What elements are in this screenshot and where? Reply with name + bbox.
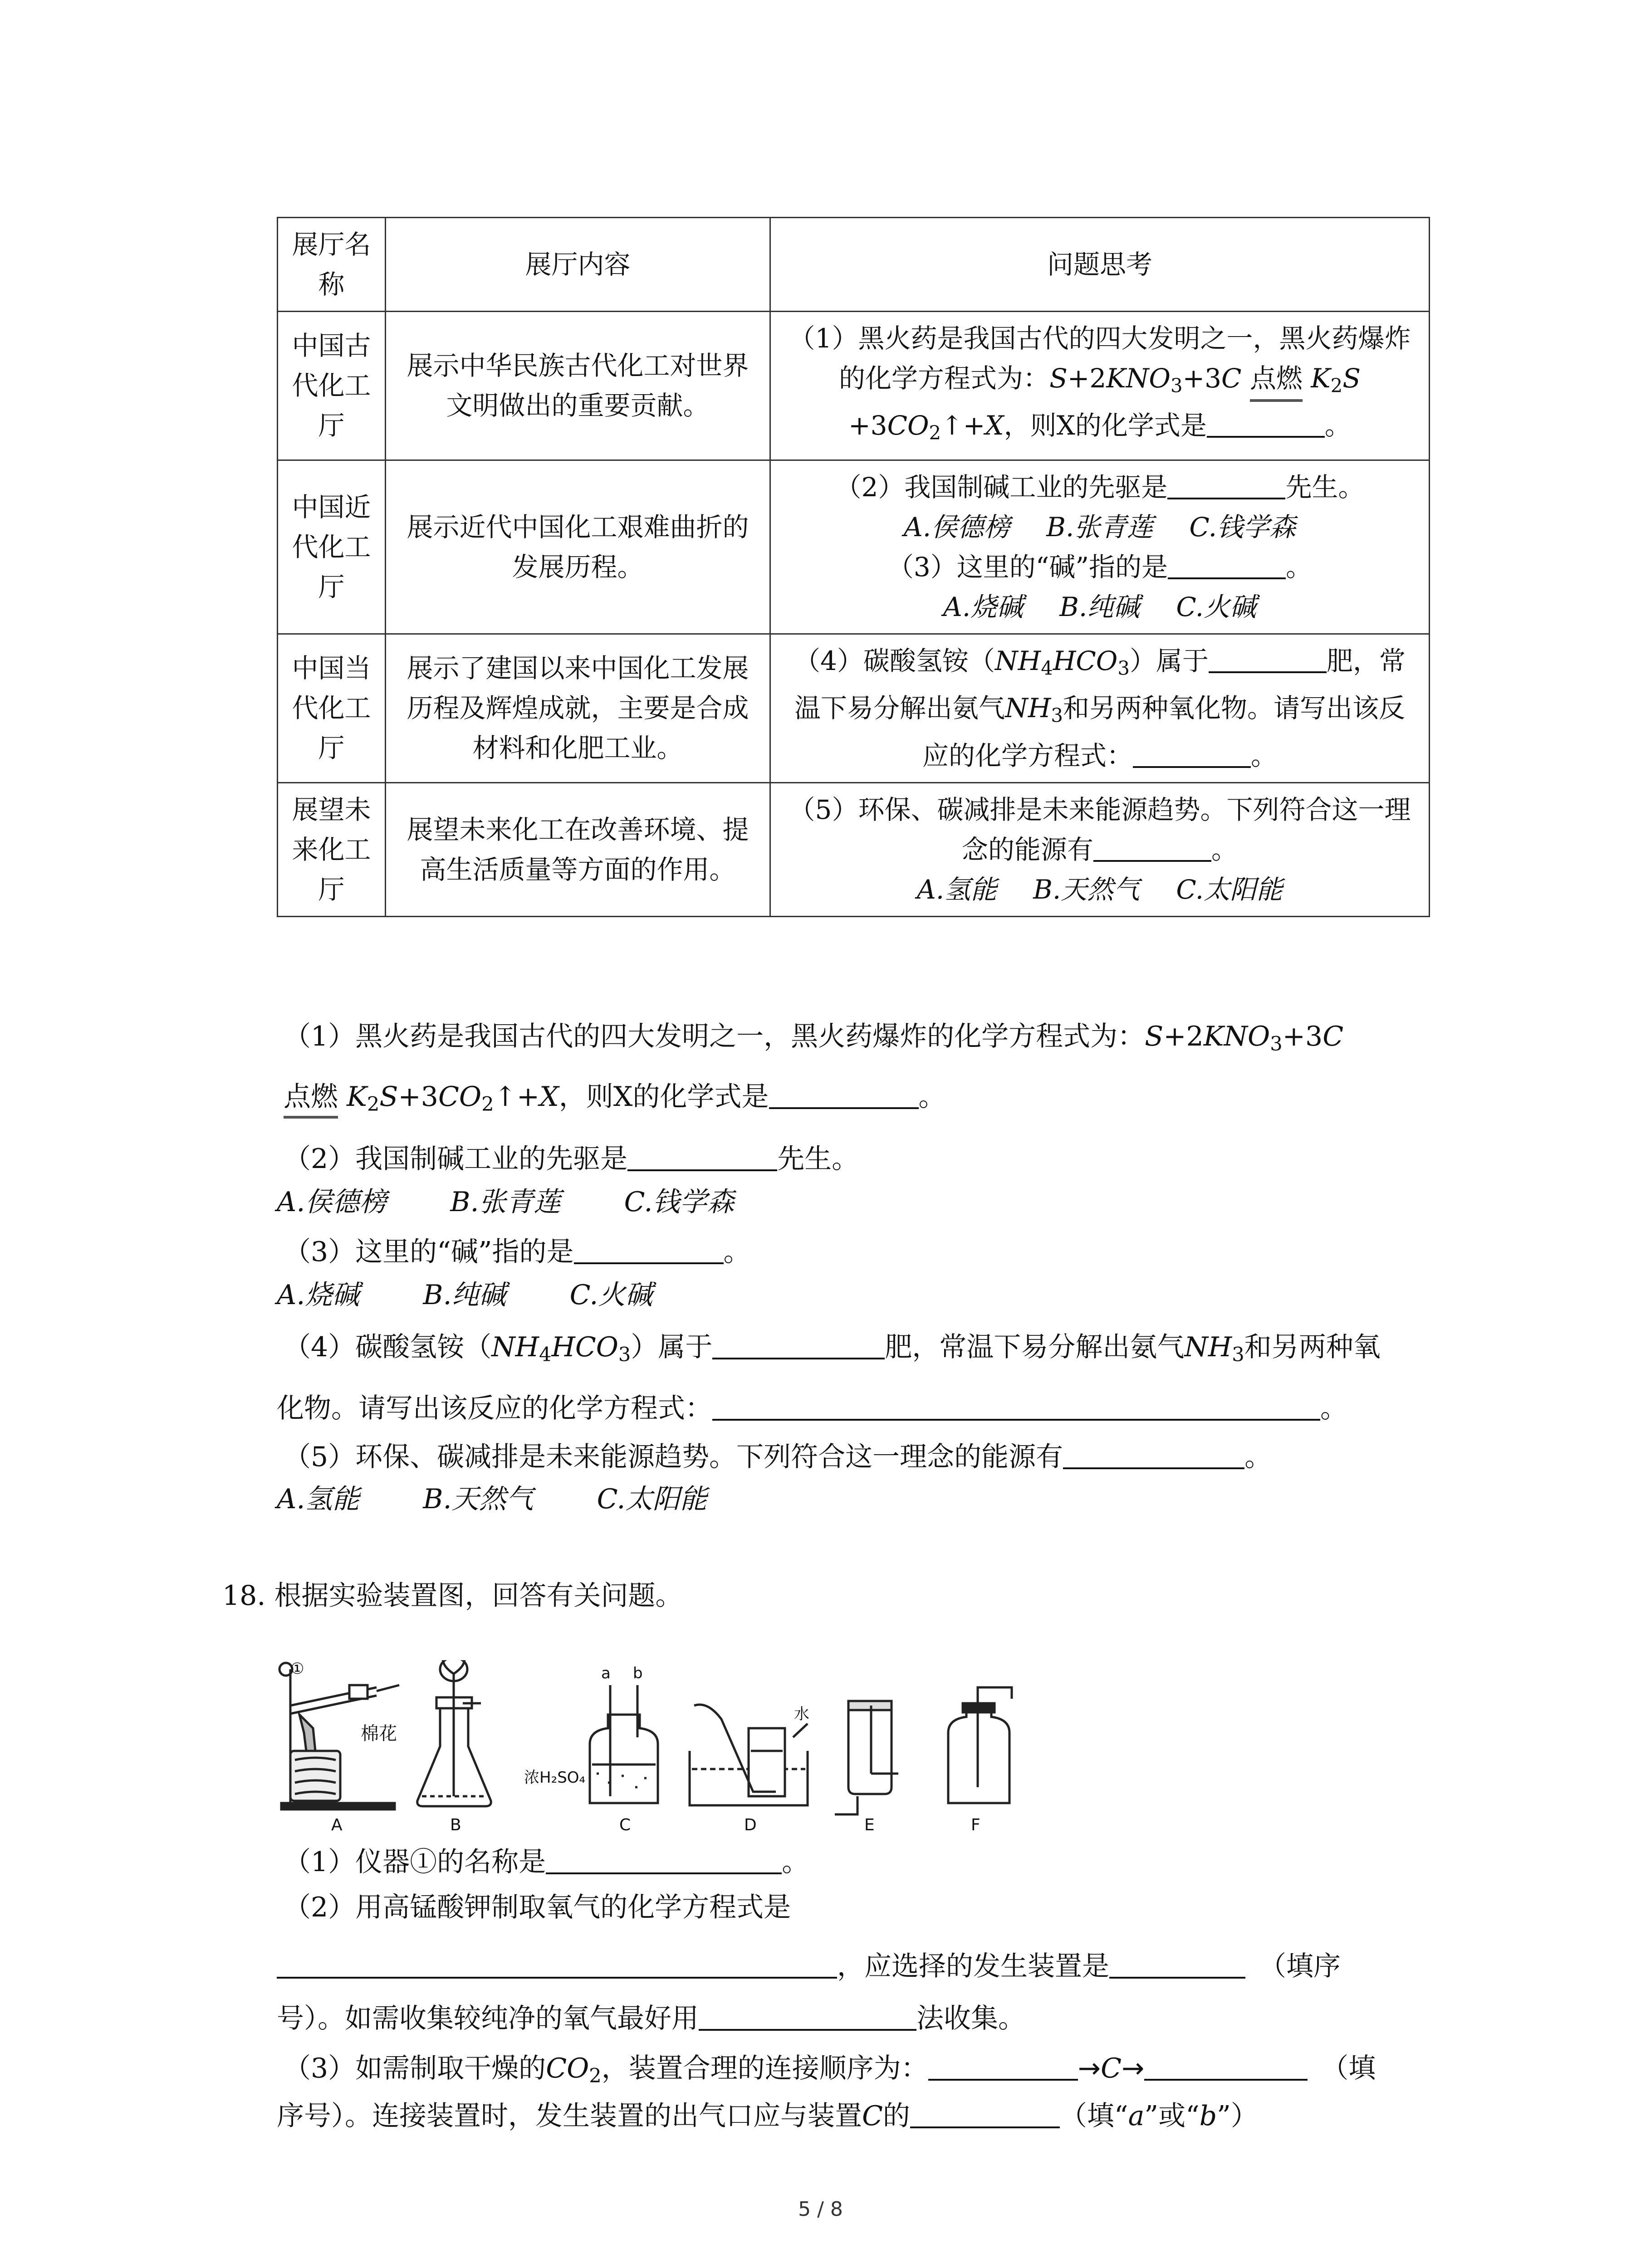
answer-blank[interactable] — [1209, 645, 1327, 673]
page-number: 5 / 8 — [798, 2198, 843, 2221]
table-row — [278, 782, 1430, 916]
answer-blank[interactable] — [1167, 471, 1285, 499]
q3-options: A.烧碱 B.纯碱 C.火碱 — [277, 1279, 653, 1311]
hall-name: 中国当代化工厅 — [278, 634, 386, 782]
hall-content: 展示中华民族古代化工对世界文明做出的重要贡献。 — [386, 312, 770, 460]
answer-blank-18-2-method[interactable] — [699, 2002, 916, 2031]
answer-blank[interactable] — [1093, 834, 1211, 862]
answer-blank-18-3-last[interactable] — [1144, 2052, 1308, 2081]
q4-line2: 化物。请写出该反应的化学方程式： 。 — [277, 1393, 1347, 1424]
apparatus-f — [948, 1687, 1012, 1803]
apparatus-label-b: B — [450, 1816, 461, 1833]
answer-blank[interactable] — [1133, 740, 1251, 768]
apparatus-c — [590, 1685, 658, 1803]
q1-line1: （1）黑火药是我国古代的四大发明之一，黑火药爆炸的化学方程式为：$S+2KNO_3+3C$ — [284, 1021, 1344, 1056]
answer-blank-18-1[interactable] — [546, 1845, 782, 1874]
apparatus-label-a: A — [331, 1816, 343, 1833]
q18-s2-line1: （2）用高锰酸钾制取氧气的化学方程式是 — [284, 1892, 791, 1923]
apparatus-label-c: C — [619, 1816, 631, 1833]
hall-name: 中国古代化工厅 — [278, 312, 386, 460]
hall-question: （5）环保、碳减排是未来能源趋势。下列符合这一理念的能源有 。 A.氢能 B.天然气 C.太阳能 — [770, 782, 1430, 916]
q3: （3）这里的“碱”指的是 。 — [284, 1236, 751, 1268]
instrument-marker: ① — [290, 1660, 304, 1678]
q2: （2）我国制碱工业的先驱是 先生。 — [284, 1143, 859, 1175]
apparatus-b — [417, 1660, 491, 1806]
q5: （5）环保、碳减排是未来能源趋势。下列符合这一理念的能源有 。 — [284, 1441, 1272, 1473]
port-a-label: a — [601, 1664, 611, 1682]
hall-question: （4）碳酸氢铵$(NH_4HCO_3)$属于 肥，常温下易分解出氨气$NH_3$和另两种氧化物。请写出该反应的化学方程式： 。 — [770, 634, 1430, 782]
apparatus-figure — [272, 1660, 1062, 1833]
table-row — [278, 312, 1430, 460]
answer-blank[interactable] — [1207, 410, 1325, 438]
table-row — [278, 634, 1430, 782]
answer-blank-q3[interactable] — [574, 1235, 724, 1264]
header-question: 问题思考 — [770, 218, 1430, 312]
q18-s2-line3: 号）。如需收集较纯净的氧气最好用 法收集。 — [277, 2003, 1025, 2034]
q18-s1: （1）仪器①的名称是 。 — [284, 1846, 809, 1878]
hall-question: （1）黑火药是我国古代的四大发明之一，黑火药爆炸的化学方程式为：$S+2KNO_3+3C$ 点燃 $K_2S$ $+3CO_2↑+X$，则X的化学式是 。 — [770, 312, 1430, 460]
table-header-row — [278, 218, 1430, 312]
answer-blank-18-2-equation[interactable] — [277, 1950, 837, 1979]
apparatus-label-e: E — [864, 1816, 875, 1833]
answer-blank-q4-equation[interactable] — [712, 1392, 1320, 1421]
answer-blank-q2[interactable] — [627, 1142, 777, 1171]
answer-blank[interactable] — [1168, 551, 1286, 579]
hall-name: 中国近代化工厅 — [278, 460, 386, 634]
ignite-condition: 点燃 — [284, 1079, 338, 1115]
q18-title: 18. 根据实验装置图，回答有关问题。 — [222, 1580, 683, 1612]
question-text: ，则X的化学式是 — [1004, 410, 1207, 441]
q1-line2: 点燃 $K_2S+3CO_2↑+X$，则X的化学式是 。 — [284, 1079, 946, 1123]
exhibition-table — [277, 217, 1430, 917]
ignite-condition: 点燃 — [1250, 358, 1303, 398]
answer-blank-q4-type[interactable] — [712, 1330, 885, 1359]
header-hall-content: 展厅内容 — [386, 218, 770, 312]
answer-blank-18-3-first[interactable] — [928, 2052, 1078, 2081]
table-row — [278, 460, 1430, 634]
header-hall-name: 展厅名称 — [278, 218, 386, 312]
water-label: 水 — [794, 1705, 809, 1723]
apparatus-label-f: F — [971, 1816, 980, 1833]
q5-options: A.氢能 B.天然气 C.太阳能 — [277, 1483, 707, 1515]
answer-blank-18-3-port[interactable] — [910, 2099, 1060, 2128]
port-b-label: b — [633, 1664, 643, 1682]
answer-blank-18-2-device[interactable] — [1109, 1950, 1245, 1979]
acid-label: 浓H₂SO₄ — [524, 1769, 586, 1787]
q4-line1: （4）碳酸氢铵$(NH_4HCO_3)$属于 肥，常温下易分解出氨气$NH_3$和另两种氧 — [284, 1331, 1381, 1366]
hall-name: 展望未来化工厅 — [278, 782, 386, 916]
q18-s2-line2: ，应选择的发生装置是 （填序 — [277, 1948, 1341, 1984]
cotton-label: 棉花 — [361, 1723, 397, 1744]
answer-blank-q1[interactable] — [769, 1080, 919, 1109]
q18-s3-line1: （3）如需制取干燥的$CO_2$，装置合理的连接顺序为： →C→ （填 — [284, 2053, 1376, 2087]
hall-content: 展示了建国以来中国化工发展历程及辉煌成就，主要是合成材料和化肥工业。 — [386, 634, 770, 782]
question-text: （1）黑火药是我国古代的四大发明之一，黑火药爆炸的化学方程式为： — [789, 323, 1411, 394]
q18-s3-line2: 序号）。连接装置时，发生装置的出气口应与装置C的 （填“a”或“b”） — [277, 2100, 1258, 2132]
apparatus-label-d: D — [744, 1816, 757, 1833]
apparatus-e — [835, 1701, 898, 1814]
hall-content: 展示近代中国化工艰难曲折的发展历程。 — [386, 460, 770, 634]
hall-content: 展望未来化工在改善环境、提高生活质量等方面的作用。 — [386, 782, 770, 916]
apparatus-d — [690, 1705, 808, 1805]
hall-question: （2）我国制碱工业的先驱是 先生。 A.侯德榜 B.张青莲 C.钱学森 （3）这里的“碱”指的是 。 A.烧碱 B.纯碱 C.火碱 — [770, 460, 1430, 634]
q2-options: A.侯德榜 B.张青莲 C.钱学森 — [277, 1186, 735, 1218]
answer-blank-q5[interactable] — [1063, 1440, 1244, 1469]
